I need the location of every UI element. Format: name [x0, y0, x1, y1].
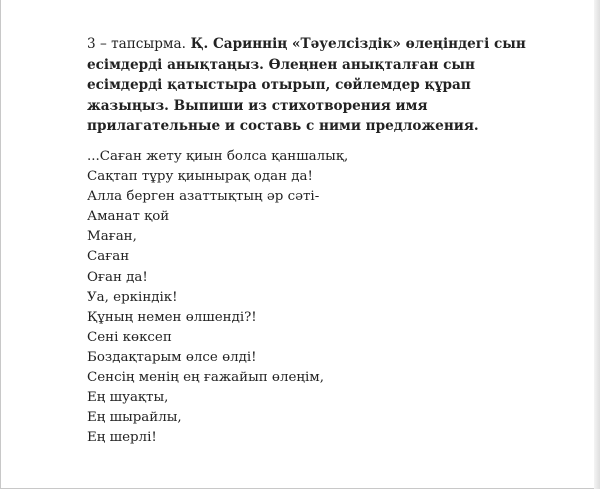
- poem-line: Алла берген азаттықтың әр сәті-: [87, 189, 320, 205]
- poem-line: Ең шуақты,: [87, 390, 169, 406]
- poem-line: Сені көксеп: [87, 329, 172, 345]
- poem-line: Сенсің менің ең ғажайып өлеңім,: [87, 370, 324, 386]
- poem-line: Саған: [87, 249, 130, 265]
- task-number: 3 – тапсырма.: [87, 36, 186, 52]
- poem-line: Ең шерлі!: [87, 430, 157, 446]
- poem-line: Уа, еркіндік!: [87, 289, 178, 305]
- poem-line: Боздақтарым өлсе өлді!: [87, 349, 257, 365]
- poem-line: Ең шырайлы,: [87, 410, 182, 426]
- poem-line: Құның немен өлшенді?!: [87, 309, 257, 325]
- poem-line: Сақтап тұру қиынырақ одан да!: [87, 169, 313, 185]
- poem-line: Маған,: [87, 229, 137, 245]
- poem-line: ...Саған жету қиын болса қаншалық,: [87, 149, 349, 164]
- poem: [87, 147, 348, 448]
- poem-line: Оған да!: [87, 269, 148, 285]
- task-instruction: [87, 34, 537, 137]
- poem-line: Аманат қой: [87, 209, 170, 225]
- task-text: Қ. Сариннің «Тәуелсіздік» өлеңіндегі сын есімдерді анықтаңыз. Өлеңнен анықталған сын есімдерді қатыстыра отырып, сөйлемдер құрап жазыңыз. Выпиши из стихотворения имя прилагательные и составь с ними предложения.: [87, 36, 526, 134]
- page-edge-shadow: [594, 0, 600, 489]
